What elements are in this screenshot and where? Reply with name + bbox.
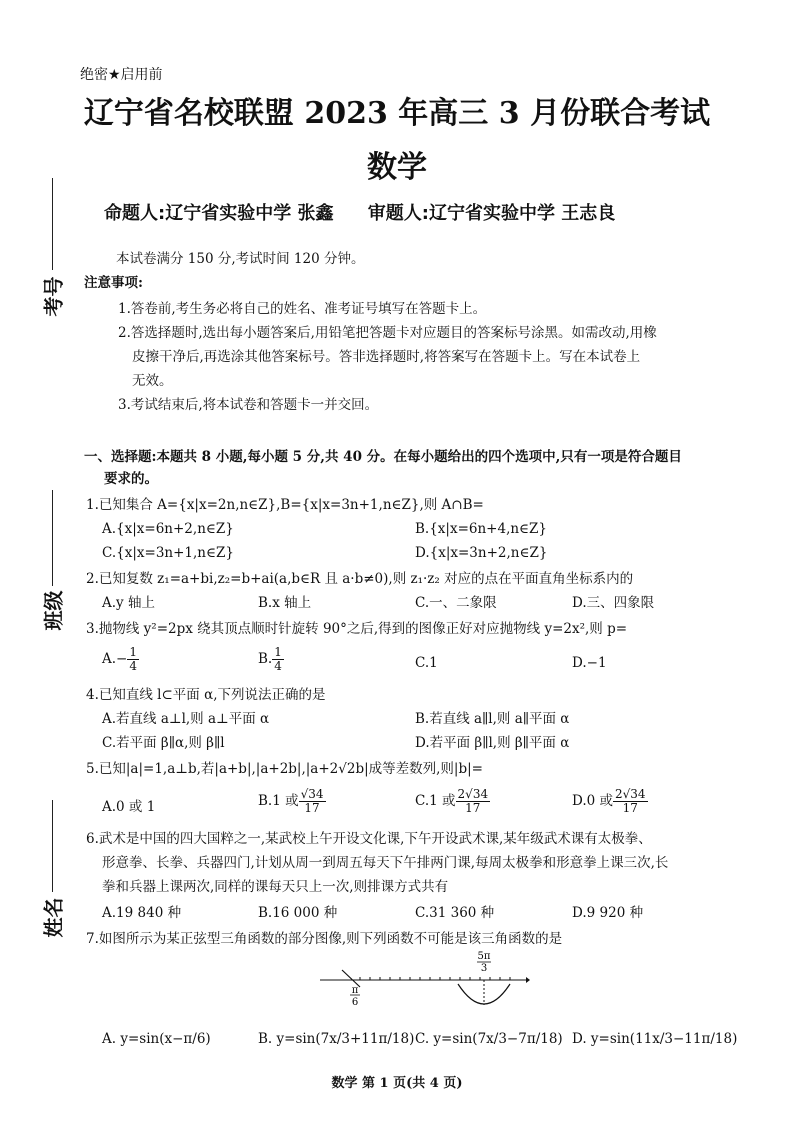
question-1-option-c: C.{x|x=3n+1,n∈Z} bbox=[102, 545, 234, 561]
question-1-option-d: D.{x|x=3n+2,n∈Z} bbox=[415, 545, 548, 561]
question-2-option-c: C.一、二象限 bbox=[415, 595, 497, 611]
question-6-option-a: A.19 840 种 bbox=[102, 905, 182, 921]
question-7-option-d: D. y=sin(11x/3−11π/18) bbox=[572, 1031, 738, 1047]
authors-line bbox=[104, 199, 643, 225]
fraction-denominator: 17 bbox=[622, 801, 638, 815]
class-label: 班级 bbox=[41, 590, 66, 631]
label-left-denominator: 6 bbox=[351, 997, 359, 1008]
question-2-stem: 2.已知复数 z₁=a+bi,z₂=b+ai(a,b∈R 且 a·b≠0),则 z₁·z₂ 对应的点在平面直角坐标系内的 bbox=[86, 571, 634, 587]
exam-no-label: 考号 bbox=[41, 276, 66, 317]
question-3-option-a bbox=[102, 646, 139, 673]
option-prefix: D.0 或 bbox=[572, 793, 614, 809]
fraction-numerator: 1 bbox=[129, 645, 137, 659]
question-4-stem: 4.已知直线 l⊂平面 α,下列说法正确的是 bbox=[86, 687, 326, 703]
question-4-option-a: A.若直线 a⊥l,则 a⊥平面 α bbox=[102, 711, 270, 727]
fraction bbox=[272, 646, 284, 673]
question-1-option-b: B.{x|x=6n+4,n∈Z} bbox=[415, 521, 548, 537]
question-7-option-c: C. y=sin(7x/3−7π/18) bbox=[415, 1031, 563, 1047]
class-line bbox=[52, 490, 53, 586]
question-1-stem: 1.已知集合 A={x|x=2n,n∈Z},B={x|x=3n+1,n∈Z},则 A∩B= bbox=[86, 497, 484, 513]
question-5-option-b bbox=[258, 788, 326, 815]
name-label: 姓名 bbox=[41, 897, 66, 938]
question-6-option-d: D.9 920 种 bbox=[572, 905, 644, 921]
question-3-option-b bbox=[258, 646, 284, 673]
fraction-numerator: 1 bbox=[274, 645, 282, 659]
label-top-numerator: 5π bbox=[477, 951, 491, 962]
label-top-denominator: 3 bbox=[480, 963, 488, 974]
fraction bbox=[299, 788, 326, 815]
question-7-option-b: B. y=sin(7x/3+11π/18) bbox=[258, 1031, 415, 1047]
reviewer-label: 审题人:辽宁省实验中学 王志良 bbox=[367, 203, 616, 224]
setter-label: 命题人:辽宁省实验中学 张鑫 bbox=[104, 203, 334, 224]
fraction bbox=[613, 788, 648, 815]
section-heading: 一、选择题:本题共 8 小题,每小题 5 分,共 40 分。在每小题给出的四个选项中,只有一项是符合题目 bbox=[84, 449, 682, 465]
question-3-option-c: C.1 bbox=[415, 655, 438, 671]
question-6-stem-line: 形意拳、长拳、兵器四门,计划从周一到周五每天下午排两门课,每周太极拳和形意拳上课三次,长 bbox=[102, 855, 669, 871]
note-item: 无效。 bbox=[132, 373, 173, 389]
section-heading-cont: 要求的。 bbox=[104, 471, 158, 487]
confidential-label: 绝密★启用前 bbox=[80, 67, 163, 83]
question-2-option-a: A.y 轴上 bbox=[102, 595, 155, 611]
exam-title: 辽宁省名校联盟 2023 年高三 3 月份联合考试 bbox=[83, 96, 711, 131]
question-3-stem: 3.抛物线 y²=2px 绕其顶点顺时针旋转 90°之后,得到的图像正好对应抛物线 y=2x²,则 p= bbox=[86, 621, 628, 637]
name-line bbox=[52, 800, 53, 892]
question-4-option-c: C.若平面 β∥α,则 β∥l bbox=[102, 735, 225, 751]
question-5-stem: 5.已知|a|=1,a⊥b,若|a+b|,|a+2b|,|a+2√2b|成等差数列,则|b|= bbox=[86, 761, 483, 777]
question-4-option-b: B.若直线 a∥l,则 a∥平面 α bbox=[415, 711, 570, 727]
exam-no-line bbox=[52, 178, 53, 270]
option-prefix: B.1 或 bbox=[258, 793, 299, 809]
label-left-numerator: π bbox=[351, 985, 359, 996]
question-5-option-d bbox=[572, 788, 648, 815]
option-prefix: C.1 或 bbox=[415, 793, 456, 809]
question-7-option-a: A. y=sin(x−π/6) bbox=[102, 1031, 211, 1047]
fraction bbox=[456, 788, 491, 815]
fraction-numerator: 2√34 bbox=[457, 787, 489, 801]
note-item: 2.答选择题时,选出每小题答案后,用铅笔把答题卡对应题目的答案标号涂黑。如需改动,用橡 bbox=[118, 325, 657, 341]
note-item: 1.答卷前,考生务必将自己的姓名、准考证号填写在答题卡上。 bbox=[118, 301, 487, 317]
question-5-option-c bbox=[415, 788, 490, 815]
option-prefix: A.− bbox=[102, 651, 128, 667]
question-6-option-b: B.16 000 种 bbox=[258, 905, 338, 921]
intro-text: 本试卷满分 150 分,考试时间 120 分钟。 bbox=[116, 251, 365, 267]
question-4-option-d: D.若平面 β∥l,则 β∥平面 α bbox=[415, 735, 570, 751]
question-6-option-c: C.31 360 种 bbox=[415, 905, 495, 921]
subject-title: 数学 bbox=[367, 150, 427, 185]
fraction-denominator: 17 bbox=[465, 801, 481, 815]
question-3-option-d: D.−1 bbox=[572, 655, 607, 671]
fraction-denominator: 17 bbox=[304, 801, 320, 815]
question-6-stem-line: 6.武术是中国的四大国粹之一,某武校上午开设文化课,下午开设武术课,某年级武术课有太极拳、 bbox=[86, 831, 652, 847]
sine-graph-figure bbox=[320, 950, 530, 1012]
page-footer: 数学 第 1 页(共 4 页) bbox=[331, 1076, 463, 1091]
question-1-option-a: A.{x|x=6n+2,n∈Z} bbox=[102, 521, 234, 537]
question-5-option-a: A.0 或 1 bbox=[102, 799, 156, 815]
question-6-stem-line: 拳和兵器上课两次,同样的课每天只上一次,则排课方式共有 bbox=[102, 879, 449, 895]
fraction-denominator: 4 bbox=[129, 659, 137, 673]
fraction bbox=[127, 646, 139, 673]
fraction-numerator: 2√34 bbox=[615, 787, 646, 801]
axis-arrow bbox=[526, 977, 530, 983]
option-prefix: B. bbox=[258, 651, 273, 667]
notes-heading: 注意事项: bbox=[84, 275, 143, 291]
question-2-option-d: D.三、四象限 bbox=[572, 595, 655, 611]
fraction-numerator: √34 bbox=[300, 787, 324, 801]
fraction-denominator: 4 bbox=[274, 659, 282, 673]
note-item: 皮擦干净后,再选涂其他答案标号。答非选择题时,将答案写在答题卡上。写在本试卷上 bbox=[132, 349, 641, 365]
question-2-option-b: B.x 轴上 bbox=[258, 595, 312, 611]
note-item: 3.考试结束后,将本试卷和答题卡一并交回。 bbox=[118, 397, 379, 413]
question-7-stem: 7.如图所示为某正弦型三角函数的部分图像,则下列函数不可能是该三角函数的是 bbox=[86, 931, 563, 947]
